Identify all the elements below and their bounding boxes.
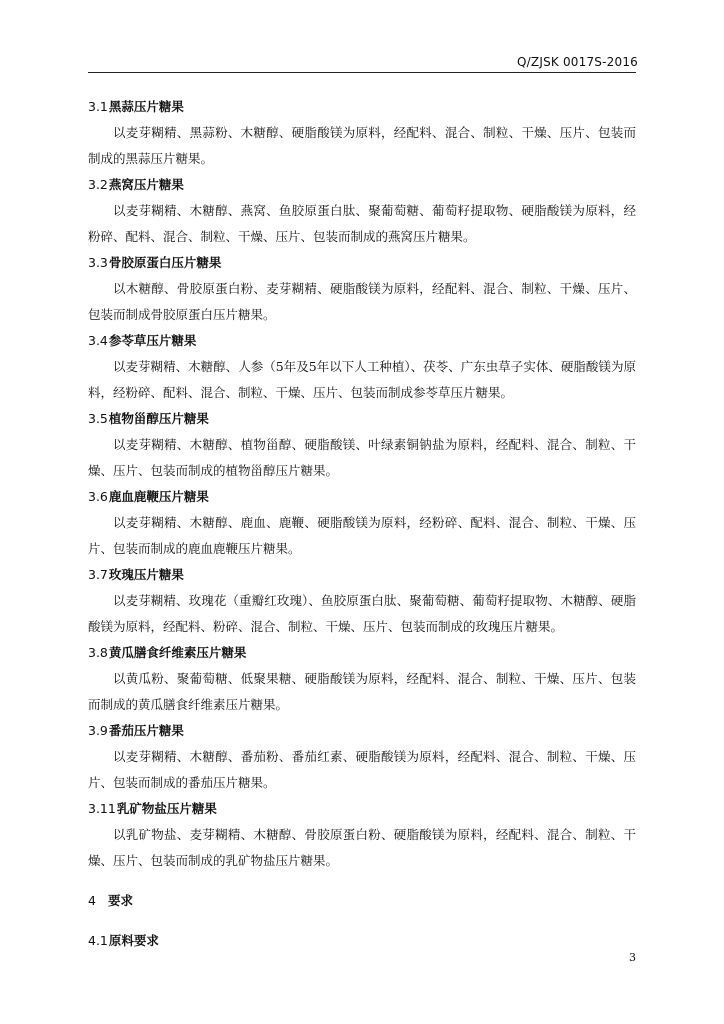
section-number: 3.7	[88, 567, 108, 582]
section-heading-3-6	[88, 484, 636, 510]
section-number: 3.5	[88, 411, 108, 426]
section-paragraph-3-4: 以麦芽糊精、木糖醇、人参（5年及5年以下人工种植）、茯苓、广东虫草子实体、硬脂酸镁为原料，经粉碎、配料、混合、制粒、干燥、压片、包装而制成参苓草压片糖果。	[88, 359, 636, 400]
section-heading-3-9	[88, 718, 636, 744]
document-code: Q/ZJSK 0017S-2016	[517, 55, 638, 69]
spacer	[88, 874, 636, 888]
section-paragraph-3-11: 以乳矿物盐、麦芽糊精、木糖醇、骨胶原蛋白粉、硬脂酸镁为原料，经配料、混合、制粒、干燥、压片、包装而制成的乳矿物盐压片糖果。	[88, 827, 636, 868]
section-heading-3-11	[88, 796, 636, 822]
section-heading-4-1	[88, 928, 636, 954]
section-paragraph-3-1: 以麦芽糊精、黑蒜粉、木糖醇、硬脂酸镁为原料，经配料、混合、制粒、干燥、压片、包装而制成的黑蒜压片糖果。	[88, 125, 636, 166]
section-heading-3-8	[88, 640, 636, 666]
section-number: 3.8	[88, 645, 108, 660]
section-title: 燕窝压片糖果	[108, 177, 184, 192]
section-paragraph-3-8: 以黄瓜粉、聚葡萄糖、低聚果糖、硬脂酸镁为原料，经配料、混合、制粒、干燥、压片、包装而制成的黄瓜膳食纤维素压片糖果。	[88, 671, 636, 712]
section-heading-3-3	[88, 250, 636, 276]
section-paragraph-3-3: 以木糖醇、骨胶原蛋白粉、麦芽糊精、硬脂酸镁为原料，经配料、混合、制粒、干燥、压片、包装而制成骨胶原蛋白压片糖果。	[88, 281, 636, 322]
section-title: 原料要求	[108, 933, 159, 948]
section-number: 3.1	[88, 99, 108, 114]
chapter-title: 要求	[107, 893, 133, 908]
section-number: 3.6	[88, 489, 108, 504]
spacer	[88, 914, 636, 928]
section-paragraph-3-9: 以麦芽糊精、木糖醇、番茄粉、番茄红素、硬脂酸镁为原料，经配料、混合、制粒、干燥、压片、包装而制成的番茄压片糖果。	[88, 749, 636, 790]
document-body	[88, 94, 636, 954]
section-title: 鹿血鹿鞭压片糖果	[108, 489, 209, 504]
section-paragraph-3-6: 以麦芽糊精、木糖醇、鹿血、鹿鞭、硬脂酸镁为原料，经粉碎、配料、混合、制粒、干燥、压片、包装而制成的鹿血鹿鞭压片糖果。	[88, 515, 636, 556]
section-title: 黑蒜压片糖果	[108, 99, 184, 114]
section-number: 3.11	[88, 801, 116, 816]
section-title: 黄瓜膳食纤维素压片糖果	[108, 645, 247, 660]
section-number: 3.3	[88, 255, 108, 270]
section-number: 4.1	[88, 933, 108, 948]
section-heading-3-5	[88, 406, 636, 432]
section-heading-3-2	[88, 172, 636, 198]
section-heading-3-4	[88, 328, 636, 354]
section-paragraph-3-2: 以麦芽糊精、木糖醇、燕窝、鱼胶原蛋白肽、聚葡萄糖、葡萄籽提取物、硬脂酸镁为原料，经粉碎、配料、混合、制粒、干燥、压片、包装而制成的燕窝压片糖果。	[88, 203, 636, 244]
section-title: 骨胶原蛋白压片糖果	[108, 255, 222, 270]
section-title: 参苓草压片糖果	[108, 333, 197, 348]
section-title: 植物甾醇压片糖果	[108, 411, 209, 426]
section-heading-3-1	[88, 94, 636, 120]
chapter-number: 4	[88, 893, 96, 908]
section-title: 乳矿物盐压片糖果	[116, 801, 217, 816]
section-number: 3.9	[88, 723, 108, 738]
page-number: 3	[629, 951, 636, 964]
section-paragraph-3-5: 以麦芽糊精、木糖醇、植物甾醇、硬脂酸镁、叶绿素铜钠盐为原料，经配料、混合、制粒、干燥、压片、包装而制成的植物甾醇压片糖果。	[88, 437, 636, 478]
section-paragraph-3-7: 以麦芽糊精、玫瑰花（重瓣红玫瑰）、鱼胶原蛋白肽、聚葡萄糖、葡萄籽提取物、木糖醇、硬脂酸镁为原料，经配料、粉碎、混合、制粒、干燥、压片、包装而制成的玫瑰压片糖果。	[88, 593, 636, 634]
section-title: 番茄压片糖果	[108, 723, 184, 738]
section-number: 3.2	[88, 177, 108, 192]
section-number: 3.4	[88, 333, 108, 348]
header-divider	[88, 72, 636, 73]
section-title: 玫瑰压片糖果	[108, 567, 184, 582]
chapter-heading-4	[88, 888, 636, 914]
section-heading-3-7	[88, 562, 636, 588]
